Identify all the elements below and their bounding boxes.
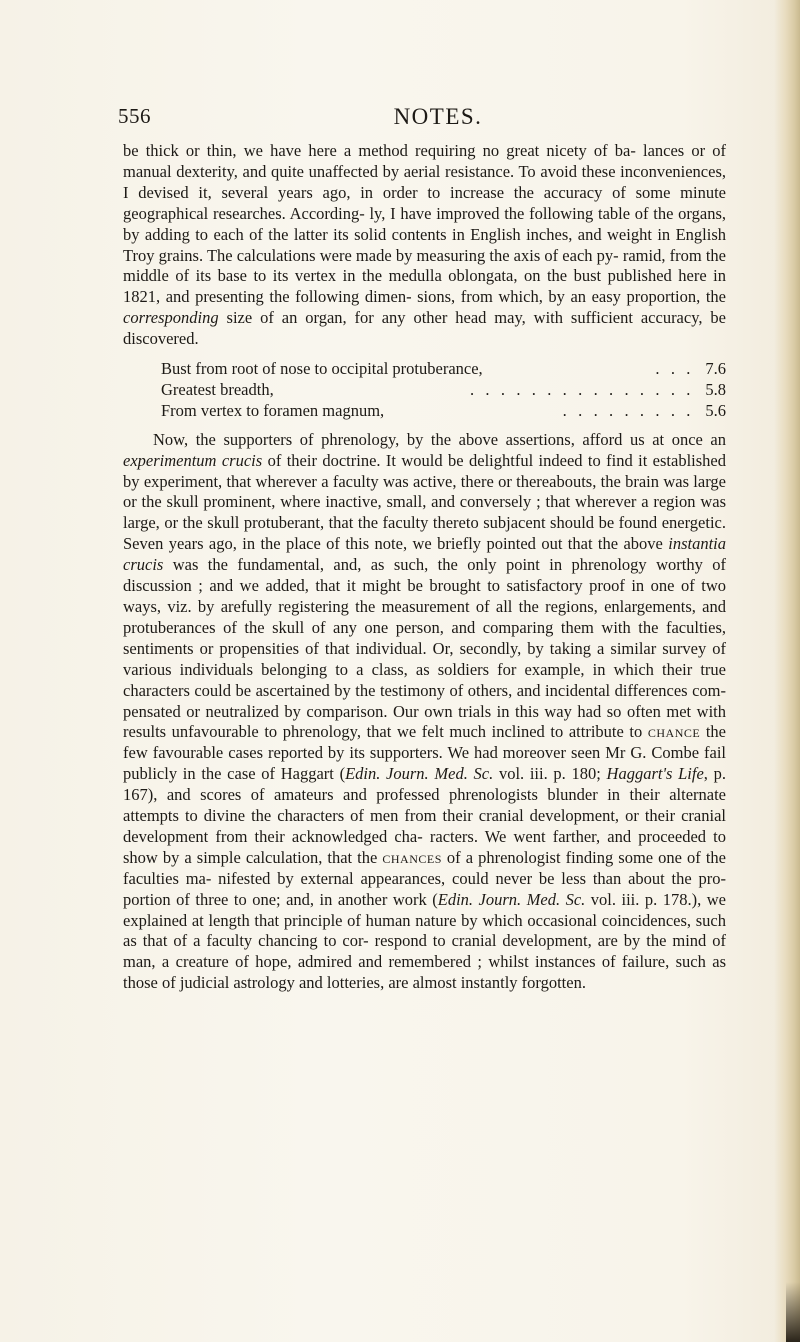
measurement-value: 7.6 bbox=[705, 359, 726, 379]
paragraph-text: size of an organ, for any other head may, with sufficient accuracy, be discovered. bbox=[123, 308, 726, 349]
paragraph-text: , p. 167), and scores of amateurs and professed phrenologists blunder in their alternate attempts to divine the characters of men from their cranial development, or their cranial development from their acknowledged cha- racters. We went farther, and proceeded to show by a simple calculation, that the bbox=[123, 764, 726, 867]
measurement-row bbox=[123, 359, 726, 380]
running-title: NOTES. bbox=[393, 104, 483, 129]
measurement-label: Greatest breadth, bbox=[161, 379, 274, 399]
measurement-row bbox=[123, 401, 726, 422]
paragraph-text: vol. iii. p. 180; bbox=[493, 764, 607, 784]
small-caps-term: chance bbox=[647, 722, 701, 742]
measurement-label: Bust from root of nose to occipital protuberance, bbox=[161, 359, 483, 379]
measurement-label: From vertex to foramen magnum, bbox=[161, 400, 385, 420]
paragraph-emphasis: instantia crucis bbox=[123, 534, 726, 575]
measurement-value: 5.6 bbox=[705, 400, 726, 420]
body-text bbox=[123, 141, 726, 994]
paragraph-text: of their doctrine. It would be delightful indeed to find it established by experiment, that wherever a faculty was active, there or thereabouts, the brain was large or the skull prominent, where inactive, small, and conversely ; that wherever a region was large, or the skull protuberant, that the faculty thereto subjacent should be found energetic. Seven years ago, in the place of this note, we briefly pointed out that the above bbox=[123, 450, 726, 554]
measurement-row bbox=[123, 380, 726, 401]
paragraph-text: Now, the supporters of phrenology, by the above assertions, afford us at once an bbox=[153, 429, 726, 449]
paragraph-text: was the fundamental, and, as such, the only point in phrenology worthy of discussion ; and we added, that it might be brought to satisfactory proof in one of two ways, viz. by arefully registering the measurement of all the regions, enlargements, and protuberances of the skull of any one person, and comparing them with the faculties, sentiments or propensities of that individual. Or, secondly, by taking a similar survey of various individuals belonging to a class, as soldiers for example, in which their true characters could be ascertained by the testimony of others, and incidental differences com- pensated or neutralized by comparison. Our own trials in this way had so often met with results unfavourable to phrenology, that we felt much inclined to attribute to bbox=[123, 555, 726, 742]
paragraph-text: vol. iii. p. 178.), we explained at length that principle of human nature by which occasional coincidences, such as that of a faculty chancing to cor- respond to cranial development, are by the mind of man, a creature of hope, admired and remembered ; whilst instances of failure, such as those of judicial astrology and lotteries, are almost instantly forgotten. bbox=[123, 889, 726, 993]
citation-emphasis: Edin. Journ. Med. Sc. bbox=[345, 764, 494, 784]
citation-emphasis: Edin. Journ. Med. Sc. bbox=[437, 889, 586, 909]
page-number: 556 bbox=[118, 104, 151, 128]
page-header bbox=[118, 104, 728, 134]
paragraph-text: the few favourable cases reported by its supporters. We had moreover seen Mr G. Combe fail publicly in the case of Haggart ( bbox=[123, 722, 726, 784]
leader-dots: . . . . . . . . . . . . . . . bbox=[469, 379, 694, 399]
paragraph-emphasis: corresponding bbox=[123, 308, 219, 328]
page-edge-shadow bbox=[774, 0, 800, 1342]
leader-dots: . . . . . . . . . bbox=[562, 400, 694, 420]
page-corner-shadow bbox=[786, 1282, 800, 1342]
paragraph-text: be thick or thin, we have here a method requiring no great nicety of ba- lances or of manual dexterity, and quite unaffected by aerial resistance. To avoid these inconveniences, I devised it, several years ago, in order to increase the accuracy of some minute geographical researches. According- ly, I have improved the following table of the organs, by adding to each of the latter its solid contents in English inches, and weight in English Troy grains. The calculations were made by measuring the axis of each py- ramid, from the middle of its base to its vertex in the medulla oblongata, on the bust published here in 1821, and presenting the following dimen- sions, from which, by an easy proportion, the bbox=[123, 141, 726, 307]
paragraph-continued bbox=[123, 141, 726, 350]
paragraph-phrenology bbox=[123, 430, 726, 994]
measurement-value: 5.8 bbox=[705, 379, 726, 399]
leader-dots: . . . bbox=[655, 359, 694, 379]
paragraph-emphasis: experimentum crucis bbox=[123, 450, 263, 470]
measurement-list bbox=[123, 359, 726, 422]
citation-emphasis: Haggart's Life bbox=[606, 764, 704, 784]
small-caps-term: chances bbox=[382, 847, 442, 867]
paragraph-text: of a phrenologist finding some one of the faculties ma- nifested by external appearances, could never be less than about the pro- portion of three to one; and, in another work ( bbox=[123, 847, 726, 909]
